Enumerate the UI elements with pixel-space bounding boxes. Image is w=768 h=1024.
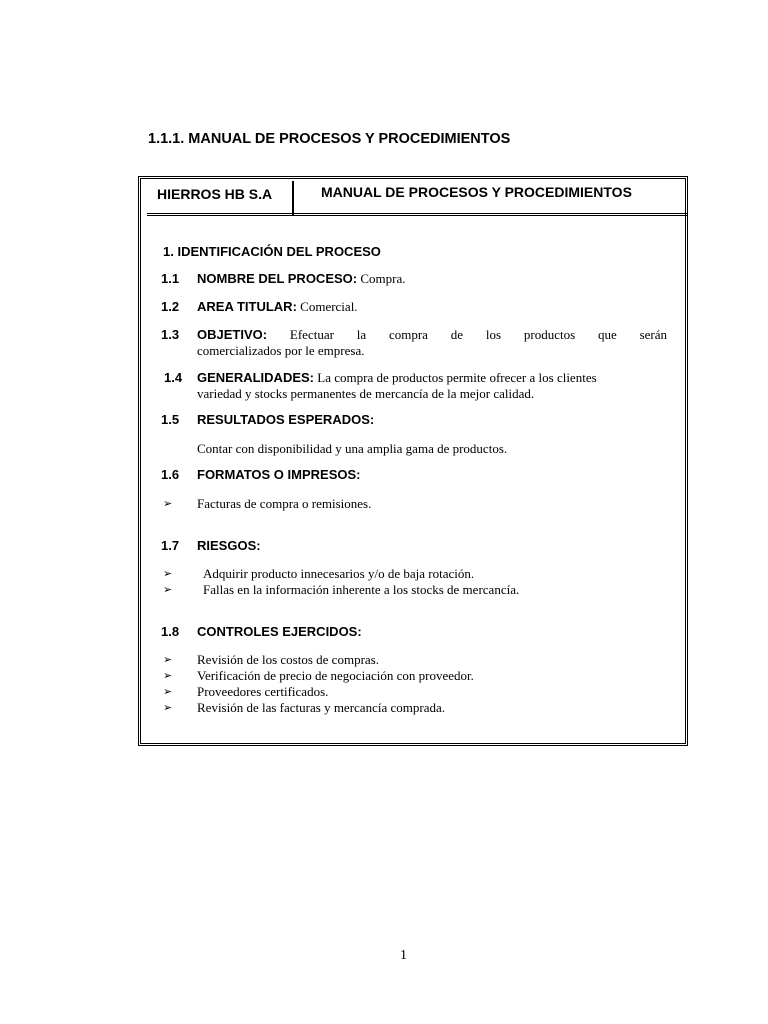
- item-1-2-number: 1.2: [161, 299, 180, 314]
- item-1-5-label: RESULTADOS ESPERADOS:: [197, 412, 375, 427]
- document-title: 1.1.1. MANUAL DE PROCESOS Y PROCEDIMIENTOS: [148, 131, 511, 147]
- bullet-icon: ➢: [163, 702, 173, 714]
- item-1-1-label: NOMBRE DEL PROCESO:: [197, 271, 358, 286]
- item-1-8-bullet-3: Proveedores certificados.: [197, 684, 329, 699]
- item-1-3-number: 1.3: [161, 327, 180, 342]
- section-heading: 1. IDENTIFICACIÓN DEL PROCESO: [163, 244, 381, 259]
- item-1-3-line1: [197, 327, 667, 343]
- item-1-3-text-1: Efectuar la compra de los productos que serán: [289, 327, 667, 342]
- item-1-3-line2: comercializados por le empresa.: [197, 343, 365, 358]
- bullet-icon: ➢: [163, 670, 173, 682]
- item-1-1-number: 1.1: [161, 271, 180, 286]
- item-1-7-number: 1.7: [161, 538, 180, 553]
- process-box: [138, 176, 688, 746]
- header-divider: [147, 213, 687, 216]
- bullet-icon: ➢: [163, 654, 173, 666]
- box-header: [141, 179, 685, 215]
- bullet-icon: ➢: [163, 686, 173, 698]
- item-1-8-bullet-4: Revisión de las facturas y mercancía comprada.: [197, 700, 445, 715]
- item-1-5-number: 1.5: [161, 412, 180, 427]
- company-name: HIERROS HB S.A: [157, 186, 273, 202]
- item-1-7-label: RIESGOS:: [197, 538, 261, 553]
- header-separator: [292, 181, 294, 215]
- item-1-8-bullet-2: Verificación de precio de negociación con proveedor.: [197, 668, 474, 683]
- item-1-2-text: Comercial.: [296, 299, 358, 314]
- item-1-7-bullet-2: Fallas en la información inherente a los stocks de mercancía.: [203, 582, 520, 597]
- item-1-4-text-1: La compra de productos permite ofrecer a los clientes: [314, 370, 597, 385]
- item-1-2-label: AREA TITULAR:: [197, 299, 297, 314]
- bullet-icon: ➢: [163, 498, 173, 510]
- item-1-4-number: 1.4: [164, 370, 183, 385]
- item-1-3-label: OBJETIVO:: [197, 327, 268, 342]
- item-1-7-bullet-1: Adquirir producto innecesarios y/o de baja rotación.: [203, 566, 475, 581]
- item-1-8-number: 1.8: [161, 624, 180, 639]
- item-1-4-line1: [197, 370, 667, 386]
- item-1-8-label: CONTROLES EJERCIDOS:: [197, 624, 362, 639]
- bullet-icon: ➢: [163, 568, 173, 580]
- item-1-2-content: [197, 299, 667, 315]
- page-number: 1: [400, 948, 407, 963]
- manual-title: MANUAL DE PROCESOS Y PROCEDIMIENTOS: [321, 184, 632, 200]
- item-1-5-text: Contar con disponibilidad y una amplia gama de productos.: [197, 441, 508, 456]
- item-1-6-number: 1.6: [161, 467, 180, 482]
- item-1-6-bullet-1: Facturas de compra o remisiones.: [197, 496, 372, 511]
- item-1-4-label: GENERALIDADES:: [197, 370, 315, 385]
- bullet-icon: ➢: [163, 584, 173, 596]
- item-1-1-text: Compra.: [357, 271, 406, 286]
- item-1-8-bullet-1: Revisión de los costos de compras.: [197, 652, 379, 667]
- item-1-4-line2: variedad y stocks permanentes de mercancía de la mejor calidad.: [197, 386, 535, 401]
- item-1-1-content: [197, 271, 667, 287]
- item-1-6-label: FORMATOS O IMPRESOS:: [197, 467, 361, 482]
